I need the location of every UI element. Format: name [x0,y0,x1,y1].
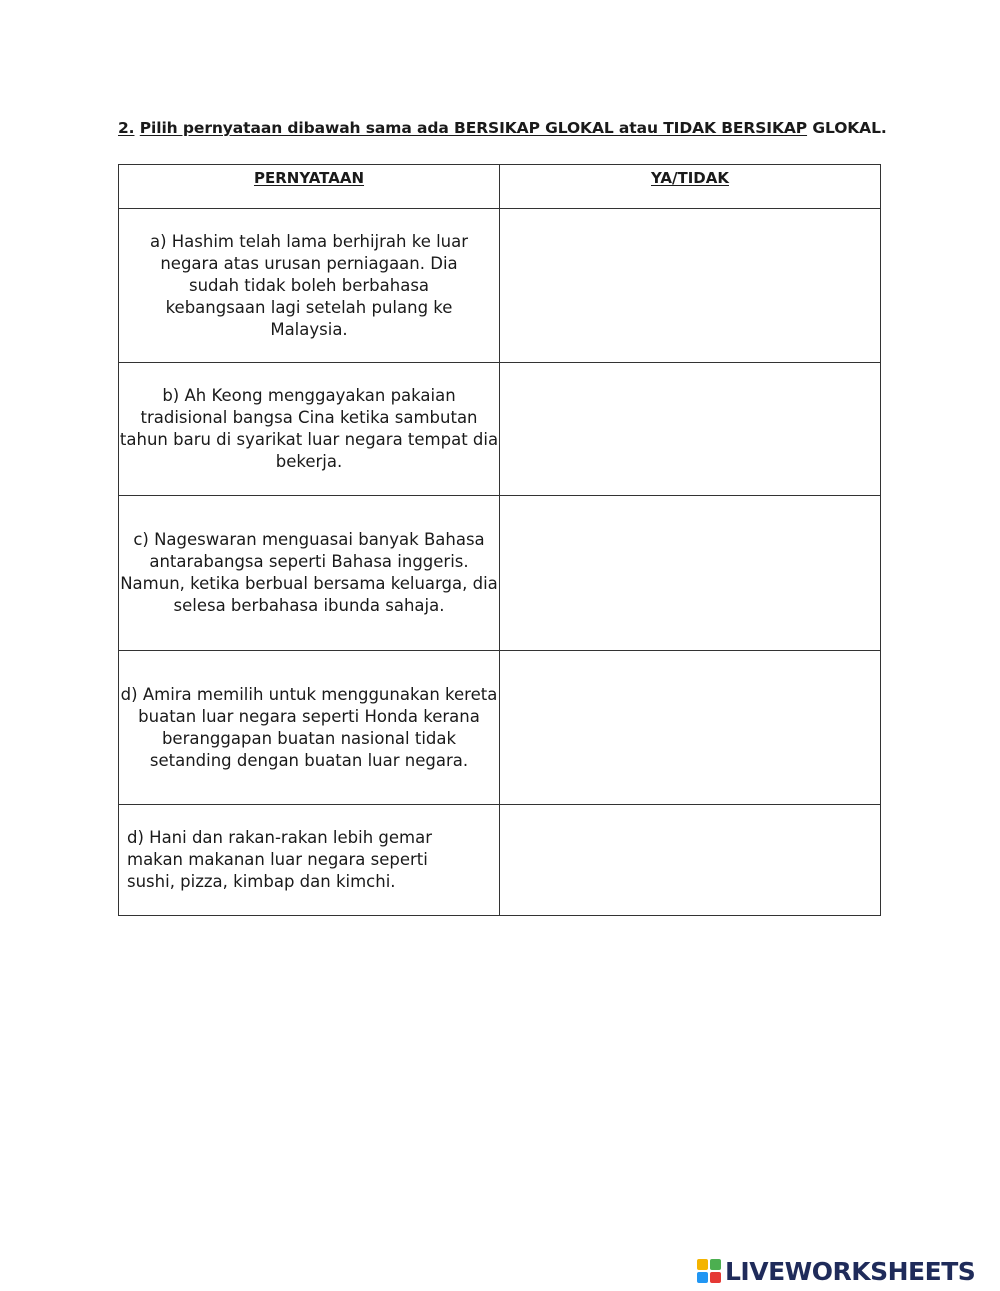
answer-cell[interactable] [500,209,881,363]
question-number: 2. [118,119,135,137]
header-statement: PERNYATAAN [119,165,500,209]
question-instruction-tail: GLOKAL. [812,119,887,137]
question-title [118,119,887,137]
table-row [119,209,881,363]
answer-cell[interactable] [500,363,881,496]
logo-text: LIVEWORKSHEETS [725,1256,976,1286]
answer-cell[interactable] [500,651,881,805]
statement-table [118,164,881,916]
live-blocks-icon [697,1259,721,1283]
table-row [119,805,881,916]
live-block-i-icon [710,1259,721,1270]
statement-cell: b) Ah Keong menggayakan pakaian tradisional bangsa Cina ketika sambutan tahun baru di syarikat luar negara tempat dia bekerja. [119,363,500,496]
liveworksheets-logo [697,1257,975,1285]
header-answer: YA/TIDAK [500,165,881,209]
answer-cell[interactable] [500,805,881,916]
question-instruction: Pilih pernyataan dibawah sama ada BERSIKAP GLOKAL atau TIDAK BERSIKAP [139,119,808,137]
live-block-l-icon [697,1259,708,1270]
live-block-v-icon [697,1272,708,1283]
table-row [119,651,881,805]
live-block-e-icon [710,1272,721,1283]
table-row [119,496,881,651]
statement-cell: d) Hani dan rakan-rakan lebih gemar makan makanan luar negara seperti sushi, pizza, kimbap dan kimchi. [119,805,500,916]
table-header-row [119,165,881,209]
statement-cell: c) Nageswaran menguasai banyak Bahasa antarabangsa seperti Bahasa inggeris. Namun, ketika berbual bersama keluarga, dia selesa berbahasa ibunda sahaja. [119,496,500,651]
answer-cell[interactable] [500,496,881,651]
statement-cell: d) Amira memilih untuk menggunakan kereta buatan luar negara seperti Honda kerana beranggapan buatan nasional tidak setanding dengan buatan luar negara. [119,651,500,805]
table-row [119,363,881,496]
statement-cell: a) Hashim telah lama berhijrah ke luar negara atas urusan perniagaan. Dia sudah tidak boleh berbahasa kebangsaan lagi setelah pulang ke Malaysia. [119,209,500,363]
